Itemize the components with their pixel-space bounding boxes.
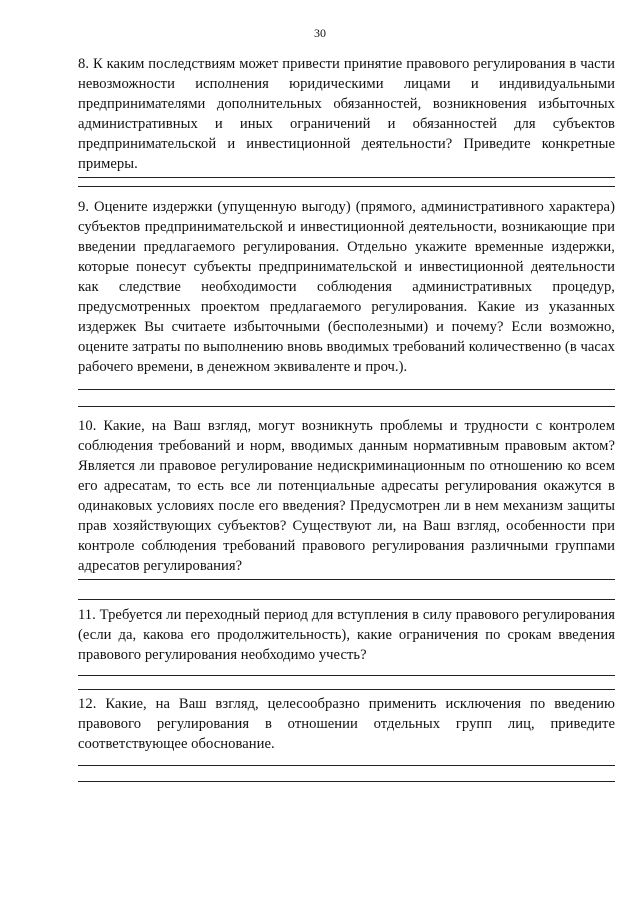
question-12-text: 12. Какие, на Ваш взгляд, целесообразно применить исключения по введению правового регулирования в отношении отдельных групп лиц, приведите соответствующее обоснование. [78,696,615,752]
page-number: 30 [314,26,326,40]
question-8-block [78,54,615,174]
question-12-block [78,694,615,754]
answer-line-12b[interactable] [78,781,615,782]
question-10-block [78,416,615,576]
answer-line-12a[interactable] [78,765,615,766]
question-11-text: 11. Требуется ли переходный период для вступления в силу правового регулирования (если да, какова его продолжительность), какие ограничения по срокам введения правового регулирования необходимо учесть? [78,607,615,663]
answer-line-10a[interactable] [78,579,615,580]
question-8-text: 8. К каким последствиям может привести принятие правового регулирования в части невозможности исполнения юридическими лицами и индивидуальными предпринимателями дополнительных обязанностей, возникновения избыточных административных и иных ограничений и обязанностей для субъектов предпринимательской и инвестиционной деятельности? Приведите конкретные примеры. [78,56,615,172]
answer-line-10b[interactable] [78,599,615,600]
answer-line-9a[interactable] [78,389,615,390]
question-11-block [78,605,615,665]
question-10-text: 10. Какие, на Ваш взгляд, могут возникнуть проблемы и трудности с контролем соблюдения требований и норм, вводимых данным нормативным правовым актом? Является ли правовое регулирование недискриминационным по отношению ко всем его адресатам, то есть все ли потенциальные адресаты регулирования окажутся в одинаковых условиях после его введения? Предусмотрен ли в нем механизм защиты прав хозяйствующих субъектов? Существуют ли, на Ваш взгляд, особенности при контроле соблюдения требований правового регулирования различными группами адресатов регулирования? [78,418,615,574]
answer-line-9b[interactable] [78,406,615,407]
answer-line-8a[interactable] [78,177,615,178]
question-9-text: 9. Оцените издержки (упущенную выгоду) (прямого, административного характера) субъектов предпринимательской и инвестиционной деятельности, возникающие при введении предлагаемого регулирования. Отдельно укажите временные издержки, которые понесут субъекты предпринимательской и инвестиционной деятельности как следствие необходимости соблюдения административных процедур, предусмотренных проектом предлагаемого регулирования. Какие из указанных издержек Вы считаете избыточными (бесполезными) и почему? Если возможно, оцените затраты по выполнению вновь вводимых требований количественно (в часах рабочего времени, в денежном эквиваленте и проч.). [78,199,615,375]
answer-line-11a[interactable] [78,675,615,676]
question-9-block [78,197,615,377]
answer-line-8b[interactable] [78,186,615,187]
answer-line-11b[interactable] [78,689,615,690]
